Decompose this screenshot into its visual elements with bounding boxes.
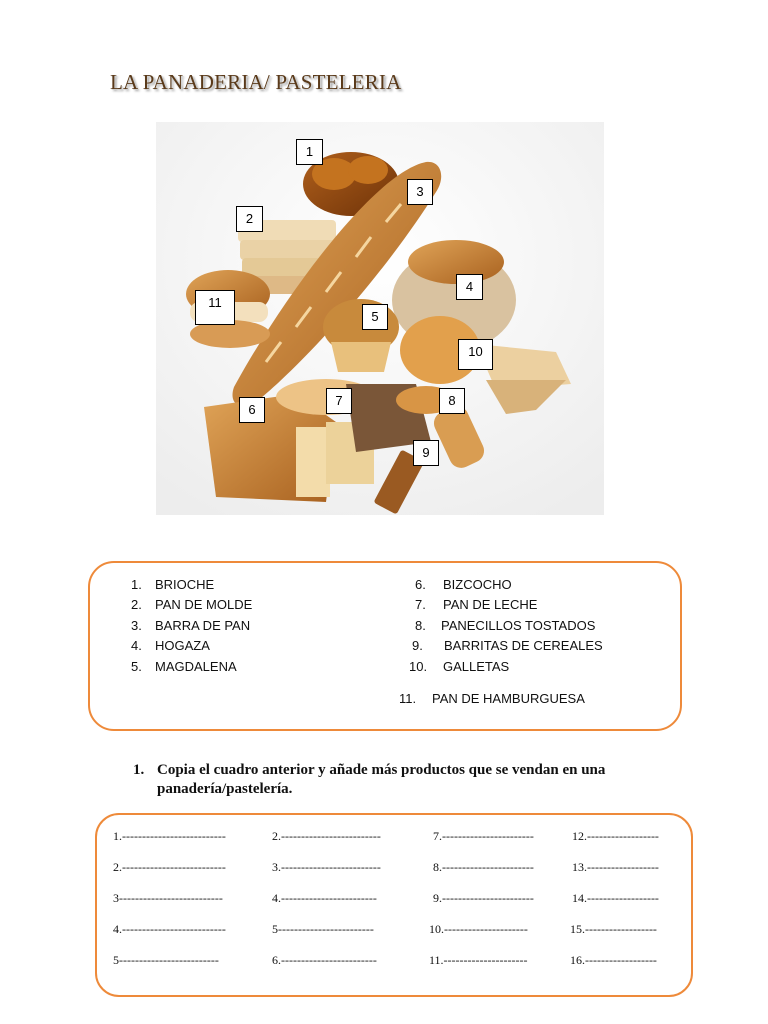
- photo-label-6: 6: [239, 397, 265, 423]
- task-text: Copia el cuadro anterior y añade más productos que se vendan en una panadería/pastelería.: [157, 762, 606, 797]
- answer-line[interactable]: 9.-----------------------: [433, 891, 534, 905]
- answer-line[interactable]: 5------------------------: [272, 922, 374, 936]
- photo-label-8: 8: [439, 388, 465, 414]
- vocab-item: 7. PAN DE LECHE: [415, 597, 538, 612]
- vocab-item: 2. PAN DE MOLDE: [131, 597, 253, 612]
- vocab-item: 10. GALLETAS: [409, 659, 510, 674]
- photo-label-9: 9: [413, 440, 439, 466]
- photo-label-10: 10: [458, 339, 493, 370]
- photo-label-11: 11: [195, 290, 235, 325]
- photo-label-4: 4: [456, 274, 483, 300]
- answer-line[interactable]: 12.------------------: [572, 829, 659, 843]
- vocab-item: 1. BRIOCHE: [131, 577, 215, 592]
- answer-line[interactable]: 3.-------------------------: [272, 860, 381, 874]
- photo-label-2: 2: [236, 206, 263, 232]
- photo-label-1: 1: [296, 139, 323, 165]
- task-instruction: [133, 761, 653, 799]
- answer-line[interactable]: 2.-------------------------: [272, 829, 381, 843]
- answer-line[interactable]: 6.------------------------: [272, 953, 377, 967]
- vocab-item: 9. BARRITAS DE CEREALES: [412, 638, 603, 653]
- answer-line[interactable]: 5-------------------------: [113, 953, 219, 967]
- answer-line[interactable]: 10.---------------------: [429, 922, 528, 936]
- answer-line[interactable]: 4.------------------------: [272, 891, 377, 905]
- answer-line[interactable]: 16.------------------: [570, 953, 657, 967]
- answer-line[interactable]: 1.--------------------------: [113, 829, 226, 843]
- answer-line[interactable]: 13.------------------: [572, 860, 659, 874]
- task-number: 1.: [133, 762, 145, 778]
- photo-label-3: 3: [407, 179, 433, 205]
- vocab-item: 6. BIZCOCHO: [415, 577, 512, 592]
- vocab-item: 5. MAGDALENA: [131, 659, 237, 674]
- answer-line[interactable]: 2.--------------------------: [113, 860, 226, 874]
- answer-line[interactable]: 3--------------------------: [113, 891, 223, 905]
- vocab-item: 8. PANECILLOS TOSTADOS: [415, 618, 596, 633]
- photo-label-7: 7: [326, 388, 352, 414]
- answer-line[interactable]: 7.-----------------------: [433, 829, 534, 843]
- answer-line[interactable]: 15.------------------: [570, 922, 657, 936]
- photo-label-5: 5: [362, 304, 388, 330]
- vocab-item: 3. BARRA DE PAN: [131, 618, 251, 633]
- vocab-item: 4. HOGAZA: [131, 638, 210, 653]
- answer-line[interactable]: 4.--------------------------: [113, 922, 226, 936]
- page-title: LA PANADERIA/ PASTELERIA: [110, 70, 402, 94]
- vocab-item: 11. PAN DE HAMBURGUESA: [399, 691, 585, 706]
- answer-line[interactable]: 8.-----------------------: [433, 860, 534, 874]
- answer-line[interactable]: 14.------------------: [572, 891, 659, 905]
- answer-line[interactable]: 11.---------------------: [429, 953, 528, 967]
